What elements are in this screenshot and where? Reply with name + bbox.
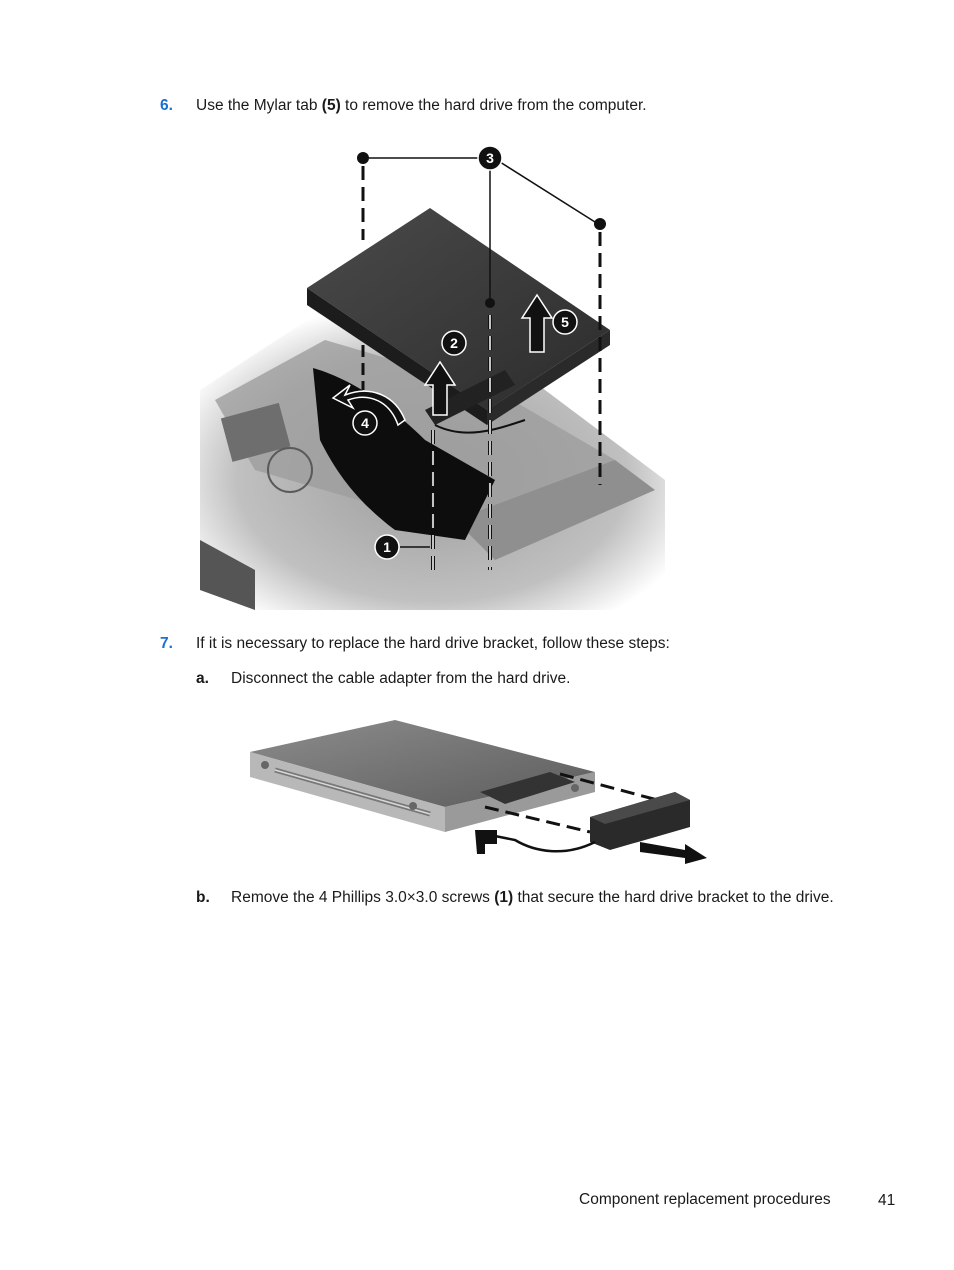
step-text: Use the Mylar tab (5) to remove the hard drive from the computer.	[196, 97, 647, 114]
svg-text:2: 2	[450, 335, 458, 351]
callout-3	[478, 146, 502, 170]
svg-text:3: 3	[486, 150, 494, 166]
callout-2	[442, 331, 466, 355]
substep-text: Remove the 4 Phillips 3.0×3.0 screws (1) that secure the hard drive bracket to the drive.	[231, 889, 834, 906]
page-number: 41	[878, 1192, 896, 1209]
step-text: If it is necessary to replace the hard drive bracket, follow these steps:	[196, 635, 670, 652]
cable-adapter-illustration	[245, 712, 715, 867]
step-number: 6.	[160, 97, 173, 114]
callout-4	[353, 411, 377, 435]
callout-1	[375, 535, 399, 559]
svg-text:4: 4	[361, 415, 369, 431]
svg-text:5: 5	[561, 314, 569, 330]
footer-section-title: Component replacement procedures	[579, 1191, 831, 1208]
substep-text: Disconnect the cable adapter from the hard drive.	[231, 670, 571, 687]
svg-text:1: 1	[383, 539, 391, 555]
substep-letter: a.	[196, 670, 209, 687]
step-number: 7.	[160, 635, 173, 652]
hard-drive-removal-illustration	[195, 140, 675, 615]
callout-5	[553, 310, 577, 334]
substep-letter: b.	[196, 889, 210, 906]
